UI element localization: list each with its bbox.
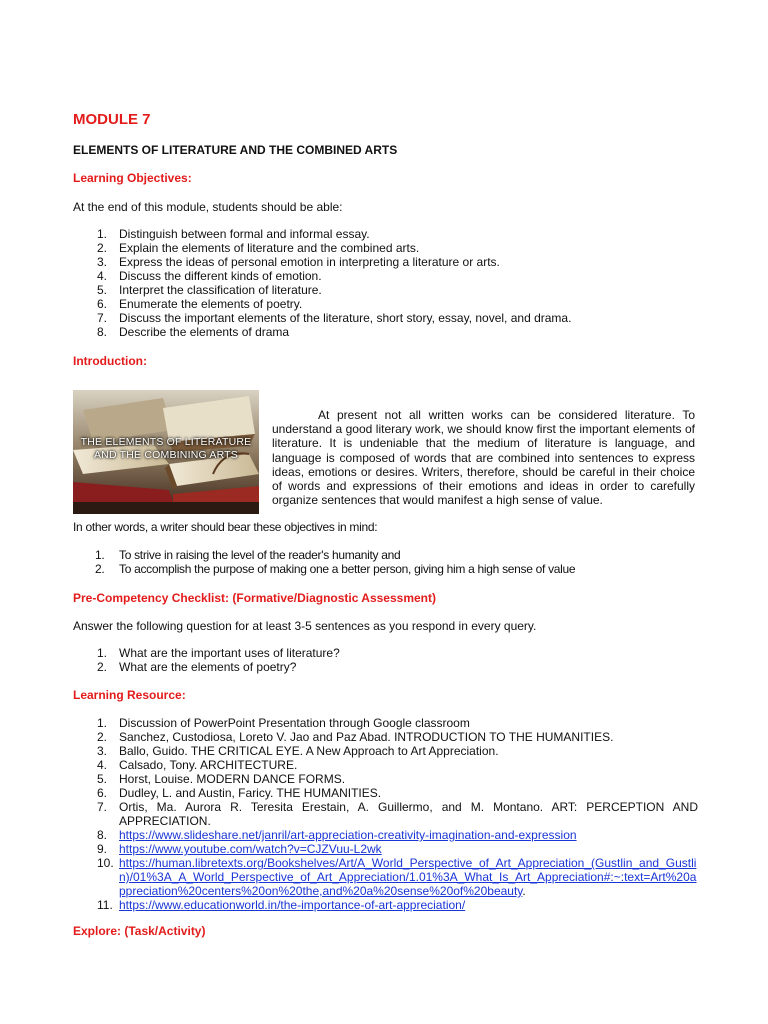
question-item-text: What are the important uses of literature? [119, 646, 340, 660]
objective-item-text: Discuss the important elements of the literature, short story, essay, novel, and drama. [119, 311, 572, 325]
question-item-text: What are the elements of poetry? [119, 660, 297, 674]
list-number: 1. [97, 227, 108, 241]
list-number: 2. [95, 562, 105, 576]
objective-item-text: Interpret the classification of literature. [119, 283, 322, 297]
question-item [73, 660, 698, 674]
writer-objective-item [73, 562, 698, 576]
list-number: 6. [97, 786, 108, 800]
resource-item [73, 842, 698, 856]
learning-resource-list [73, 716, 698, 912]
objective-item [73, 269, 698, 283]
list-number: 1. [97, 716, 108, 730]
pre-competency-questions [73, 646, 698, 674]
pre-competency-heading: Pre-Competency Checklist: (Formative/Diagnostic Assessment) [73, 591, 436, 605]
objective-item-text: Express the ideas of personal emotion in interpreting a literature or arts. [119, 255, 500, 269]
image-caption [73, 436, 259, 462]
explore-heading: Explore: (Task/Activity) [73, 924, 206, 938]
image-caption-line: AND THE COMBINING ARTS [93, 449, 239, 461]
list-number: 2. [97, 730, 108, 744]
resource-link[interactable]: https://human.libretexts.org/Bookshelves/Art/A_World_Perspective_of_Art_Appreciation_(Gustlin_and_Gustlin)/01%3A_A_World_Perspective_of_Art_Appreciation/1.01%3A_What_Is_Art_Appreciation#:~:text=Art%20appreciation%20centers%20on%20the,and%20a%20sense%20of%20beauty [119, 856, 697, 898]
resource-item [73, 772, 698, 786]
list-number: 3. [97, 744, 108, 758]
objectives-list [73, 227, 698, 339]
resource-item [73, 744, 698, 758]
list-number: 6. [97, 297, 108, 311]
resource-item [73, 716, 698, 730]
literature-book-image [73, 390, 259, 514]
list-number: 8. [97, 828, 108, 842]
resource-item [73, 800, 698, 828]
objective-item-text: Enumerate the elements of poetry. [119, 297, 303, 311]
resource-item [73, 730, 698, 744]
objective-item [73, 325, 698, 339]
list-number: 2. [97, 660, 108, 674]
writer-objective-item-text: To accomplish the purpose of making one a better person, giving him a high sense of value [119, 562, 576, 576]
learning-objectives-heading: Learning Objectives: [73, 171, 192, 185]
writer-objectives-list [73, 548, 698, 576]
list-number: 3. [97, 255, 108, 269]
resource-item [73, 786, 698, 800]
module-title: MODULE 7 [73, 111, 151, 128]
list-number: 7. [97, 311, 108, 325]
introduction-paragraph [272, 408, 695, 507]
objective-item-text: Discuss the different kinds of emotion. [119, 269, 322, 283]
list-number: 1. [95, 548, 105, 562]
list-number: 8. [97, 325, 108, 339]
objective-item [73, 283, 698, 297]
resource-item [73, 856, 698, 898]
objective-item [73, 255, 698, 269]
list-number: 11. [97, 898, 113, 912]
list-number: 5. [97, 283, 108, 297]
resource-item [73, 898, 698, 912]
objective-item [73, 311, 698, 325]
writer-objective-item-text: To strive in raising the level of the reader's humanity and [119, 548, 401, 562]
resource-item [73, 828, 698, 842]
pre-competency-instruction: Answer the following question for at least 3-5 sentences as you respond in every query. [73, 619, 537, 633]
learning-resource-heading: Learning Resource: [73, 688, 186, 702]
resource-text: Dudley, L. and Austin, Faricy. THE HUMANITIES. [119, 786, 382, 800]
list-number: 4. [97, 758, 108, 772]
writer-objective-item [73, 548, 698, 562]
resource-link[interactable]: https://www.educationworld.in/the-importance-of-art-appreciation/ [119, 898, 466, 912]
objectives-intro: At the end of this module, students should be able: [73, 200, 343, 214]
list-number: 1. [97, 646, 108, 660]
list-number: 9. [97, 842, 108, 856]
resource-item [73, 758, 698, 772]
list-number: 7. [97, 800, 108, 814]
resource-text: Horst, Louise. MODERN DANCE FORMS. [119, 772, 346, 786]
introduction-followup: In other words, a writer should bear these objectives in mind: [73, 520, 378, 534]
image-caption-line: THE ELEMENTS OF LITERATURE [80, 436, 252, 448]
resource-link-suffix: . [522, 884, 526, 898]
objective-item-text: Explain the elements of literature and the combined arts. [119, 241, 420, 255]
objective-item [73, 241, 698, 255]
resource-link[interactable]: https://www.youtube.com/watch?v=CJZVuu-L2wk [119, 842, 382, 856]
objective-item-text: Distinguish between formal and informal essay. [119, 227, 370, 241]
objective-item-text: Describe the elements of drama [119, 325, 290, 339]
list-number: 5. [97, 772, 108, 786]
list-number: 10. [97, 856, 114, 870]
question-item [73, 646, 698, 660]
resource-text: Sanchez, Custodiosa, Loreto V. Jao and Paz Abad. INTRODUCTION TO THE HUMANITIES. [119, 730, 614, 744]
main-heading: ELEMENTS OF LITERATURE AND THE COMBINED ARTS [73, 143, 398, 157]
list-number: 2. [97, 241, 108, 255]
resource-text: Discussion of PowerPoint Presentation through Google classroom [119, 716, 470, 730]
resource-text: Ballo, Guido. THE CRITICAL EYE. A New Approach to Art Appreciation. [119, 744, 499, 758]
list-number: 4. [97, 269, 108, 283]
resource-link[interactable]: https://www.slideshare.net/janril/art-appreciation-creativity-imagination-and-expression [119, 828, 577, 842]
resource-text: Calsado, Tony. ARCHITECTURE. [119, 758, 298, 772]
introduction-paragraph-text: At present not all written works can be considered literature. To understand a good literary work, we should know first the important elements of literature. It is undeniable that the medium of literature is language, and language is composed of words that are combined into sentences to express ideas, emotions or desires. Writers, therefore, should be careful in their choice of words and expressions of their emotions and ideas in order to carefully organize sentences that would manifest a high sense of value. [272, 408, 695, 508]
resource-text: Ortis, Ma. Aurora R. Teresita Erestain, A. Guillermo, and M. Montano. ART: PERCEPTION AND APPRECIATION. [119, 800, 698, 828]
objective-item [73, 227, 698, 241]
introduction-heading: Introduction: [73, 354, 147, 368]
objective-item [73, 297, 698, 311]
